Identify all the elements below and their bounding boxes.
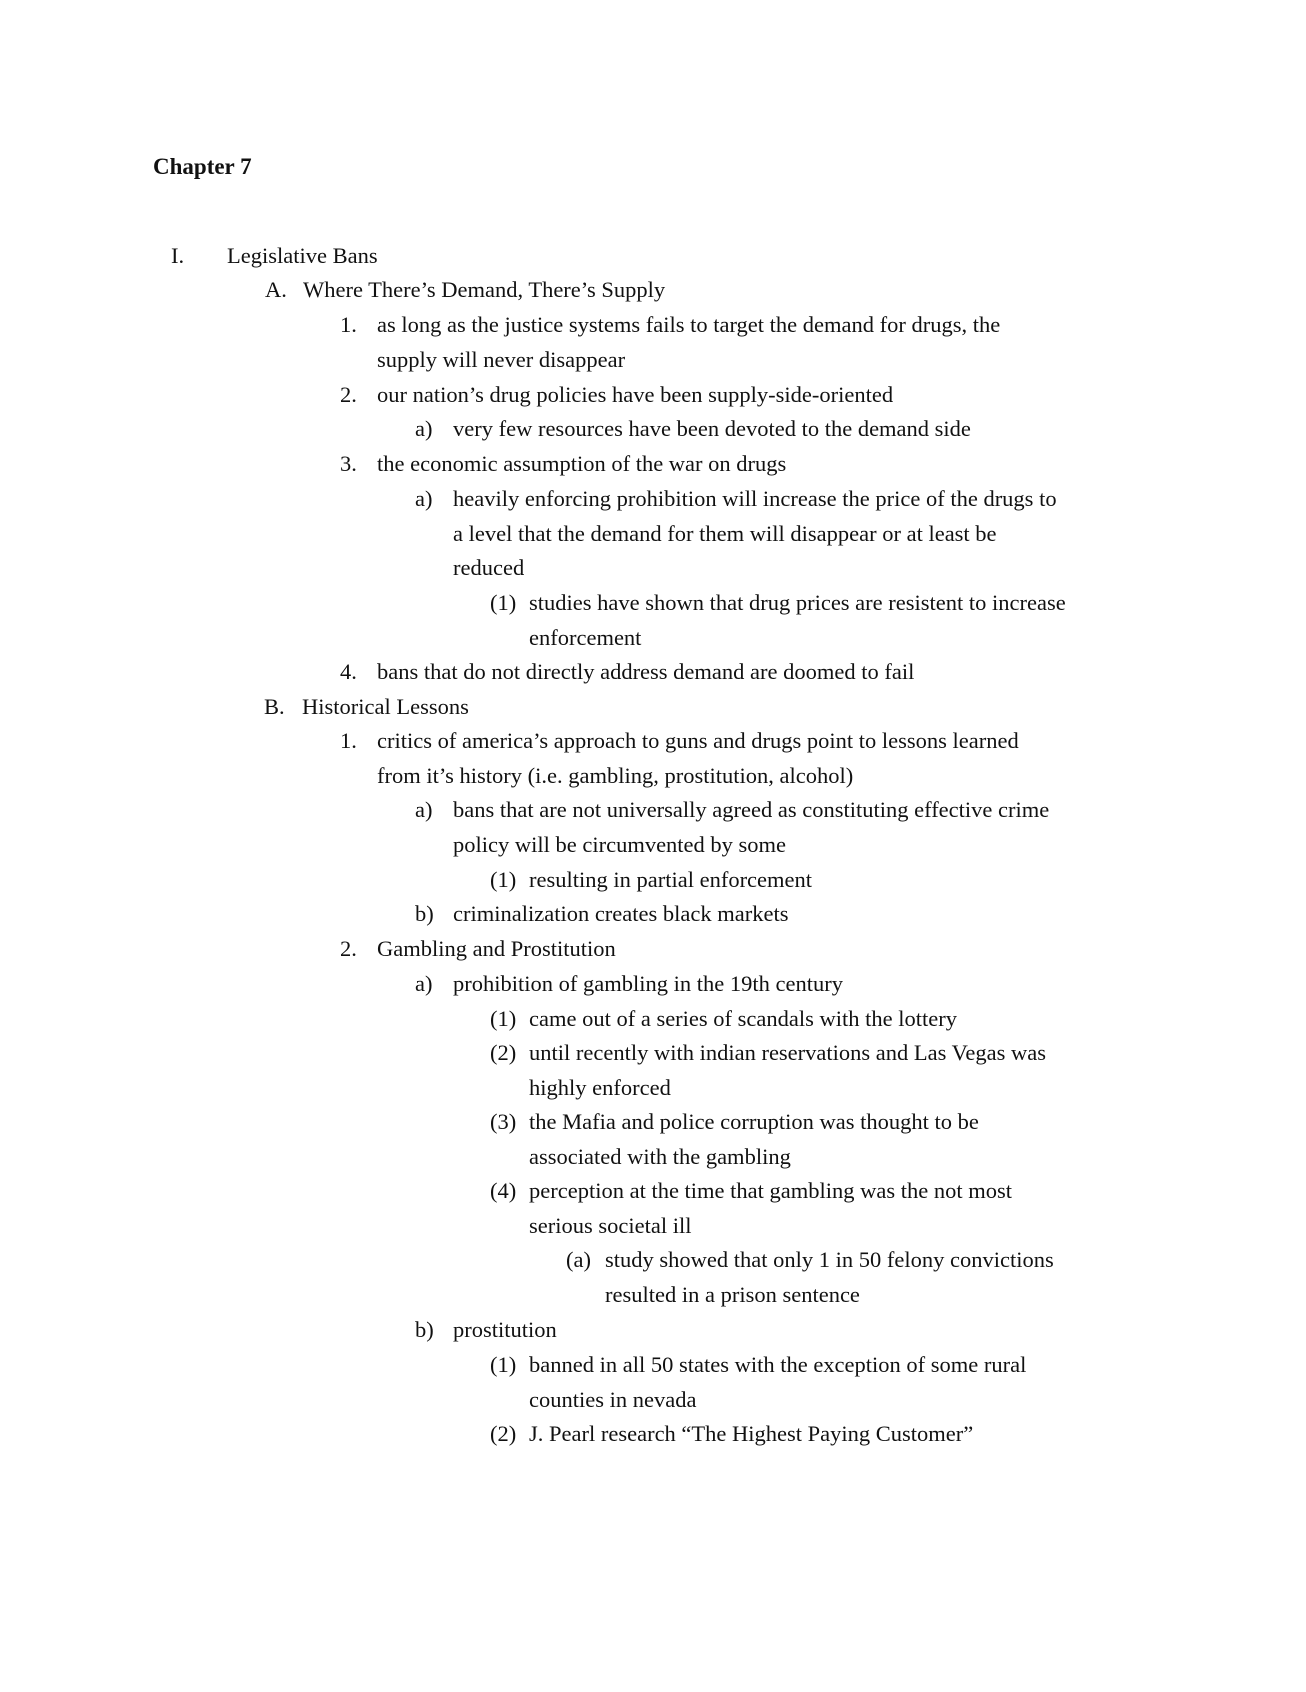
outline-marker: a) xyxy=(415,416,433,441)
outline-marker: 2. xyxy=(340,382,357,407)
outline-text-line: perception at the time that gambling was the not most xyxy=(529,1178,1013,1203)
outline-marker: (2) xyxy=(490,1421,517,1446)
outline-marker: (4) xyxy=(490,1178,517,1203)
outline-text-line: Legislative Bans xyxy=(227,243,378,268)
outline-marker: 1. xyxy=(340,728,357,753)
outline-text-line: heavily enforcing prohibition will increase the price of the drugs to xyxy=(453,486,1057,511)
outline-text-line: J. Pearl research “The Highest Paying Customer” xyxy=(529,1421,974,1446)
chapter-title: Chapter 7 xyxy=(153,154,252,179)
outline-text-line: studies have shown that drug prices are resistent to increase xyxy=(529,590,1066,615)
outline-marker: b) xyxy=(415,1317,434,1342)
outline-marker: (1) xyxy=(490,1352,517,1377)
outline-text-line: the economic assumption of the war on drugs xyxy=(377,451,787,476)
outline-marker: 2. xyxy=(340,936,357,961)
outline-text-line: bans that do not directly address demand are doomed to fail xyxy=(377,659,915,684)
outline-marker: 1. xyxy=(340,312,357,337)
outline-marker: (1) xyxy=(490,1006,517,1031)
outline-marker: (1) xyxy=(490,867,517,892)
outline-marker: (a) xyxy=(566,1247,591,1272)
outline-text-line: enforcement xyxy=(529,624,642,650)
outline-text-line: associated with the gambling xyxy=(529,1143,791,1169)
outline-marker: 4. xyxy=(340,659,357,684)
outline-marker: B. xyxy=(264,694,285,719)
outline-marker: (2) xyxy=(490,1040,517,1065)
outline-text-line: very few resources have been devoted to the demand side xyxy=(453,416,971,441)
outline-text-line: supply will never disappear xyxy=(377,346,626,372)
outline-text-line: the Mafia and police corruption was thought to be xyxy=(529,1109,979,1134)
outline-text-line: until recently with indian reservations and Las Vegas was xyxy=(529,1040,1046,1065)
outline-text-line: resulted in a prison sentence xyxy=(605,1281,860,1307)
outline-text-line: a level that the demand for them will disappear or at least be xyxy=(453,520,997,546)
outline-text-line: prohibition of gambling in the 19th century xyxy=(453,971,843,996)
outline-text-line: our nation’s drug policies have been supply-side-oriented xyxy=(377,382,894,407)
outline-text-line: reduced xyxy=(453,555,525,580)
outline-marker: b) xyxy=(415,901,434,926)
outline-text-line: policy will be circumvented by some xyxy=(453,831,787,857)
outline-marker: A. xyxy=(265,277,287,302)
outline-text-line: resulting in partial enforcement xyxy=(529,867,813,892)
outline-marker: I. xyxy=(171,243,185,268)
outline-text-line: came out of a series of scandals with the lottery xyxy=(529,1006,957,1031)
outline-text-line: banned in all 50 states with the exception of some rural xyxy=(529,1352,1027,1377)
outline-text-line: from it’s history (i.e. gambling, prostitution, alcohol) xyxy=(377,762,854,788)
outline-text-line: serious societal ill xyxy=(529,1212,692,1238)
outline-marker: (3) xyxy=(490,1109,517,1134)
outline-text-line: criminalization creates black markets xyxy=(453,901,789,926)
outline-text-line: Where There’s Demand, There’s Supply xyxy=(303,277,666,302)
outline-text-line: prostitution xyxy=(453,1317,557,1342)
outline-text-line: critics of america’s approach to guns and drugs point to lessons learned xyxy=(377,728,1019,753)
outline-marker: 3. xyxy=(340,451,357,476)
outline-text-line: highly enforced xyxy=(529,1074,671,1100)
outline-marker: a) xyxy=(415,797,433,822)
outline-text-line: as long as the justice systems fails to target the demand for drugs, the xyxy=(377,312,1001,337)
outline-text-line: bans that are not universally agreed as constituting effective crime xyxy=(453,797,1050,822)
outline-text-line: Gambling and Prostitution xyxy=(377,936,616,961)
outline-text-line: Historical Lessons xyxy=(302,694,469,719)
outline-text-line: study showed that only 1 in 50 felony convictions xyxy=(605,1247,1054,1272)
outline-marker: (1) xyxy=(490,590,517,615)
outline-marker: a) xyxy=(415,971,433,996)
outline-marker: a) xyxy=(415,486,433,511)
outline-text-line: counties in nevada xyxy=(529,1386,697,1412)
